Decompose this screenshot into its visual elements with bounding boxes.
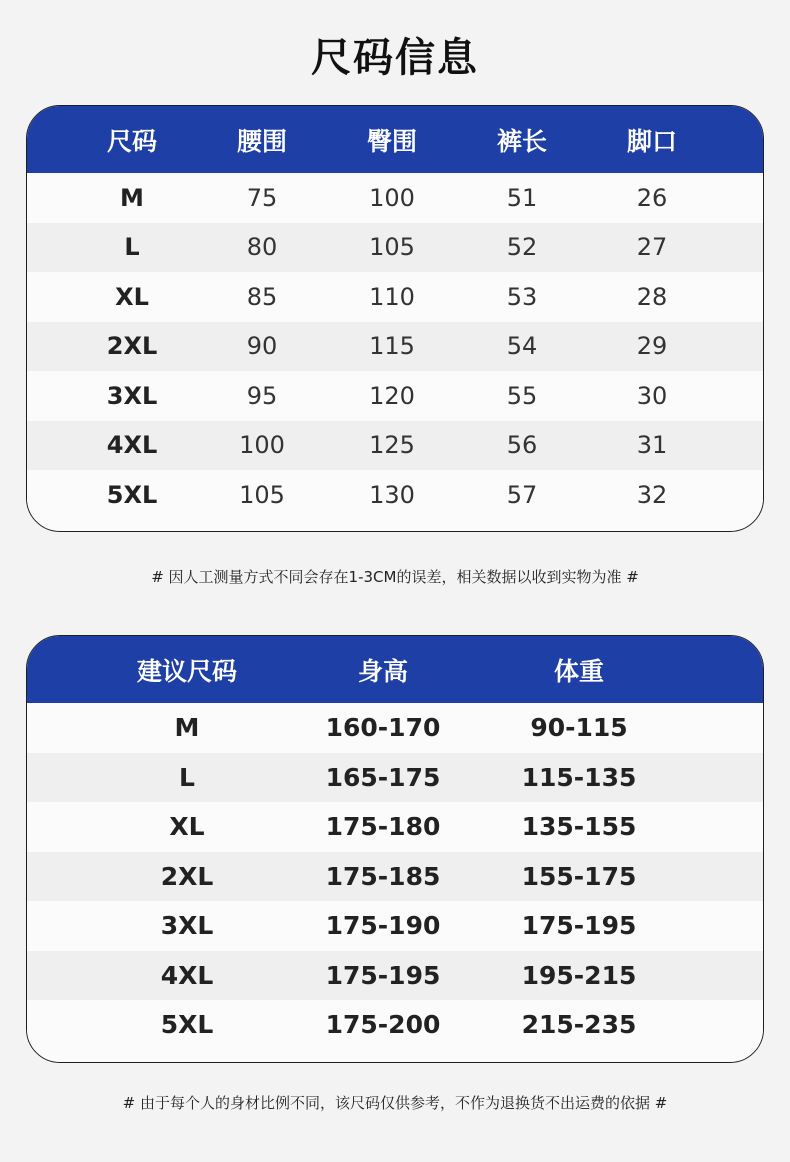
waist-cell: 80 [246,233,278,262]
size-cell: M [174,713,200,743]
weight-cell: 115-135 [521,762,637,792]
table-row [27,470,763,520]
size-cell: 5XL [160,1010,214,1040]
height-cell: 165-175 [325,762,441,792]
weight-cell: 155-175 [521,861,637,891]
hem-cell: 26 [636,183,668,212]
size-cell: 2XL [160,861,214,891]
recommendation-table-body [27,703,763,1050]
size-cell: XL [115,282,149,311]
header-length: 裤长 [496,126,547,156]
height-cell: 175-195 [325,960,441,990]
length-cell: 51 [506,183,538,212]
header-weight: 体重 [553,656,604,686]
waist-cell: 105 [239,480,285,509]
header-hem: 脚口 [626,126,677,156]
weight-cell: 175-195 [521,911,637,941]
height-cell: 175-200 [325,1010,441,1040]
size-cell: 3XL [160,911,214,941]
length-cell: 52 [506,233,538,262]
length-cell: 57 [506,480,538,509]
header-size: 尺码 [106,126,157,156]
size-cell: XL [169,812,205,842]
table-row [27,421,763,471]
height-cell: 175-190 [325,911,441,941]
hip-cell: 110 [369,282,415,311]
table-row [27,901,763,951]
header-hip: 臀围 [366,126,417,156]
table-row [27,951,763,1001]
hem-cell: 27 [636,233,668,262]
table-row [27,703,763,753]
hip-cell: 120 [369,381,415,410]
weight-cell: 195-215 [521,960,637,990]
header-recommended-size: 建议尺码 [136,656,237,686]
length-cell: 53 [506,282,538,311]
size-table-body [27,173,763,520]
hip-cell: 125 [369,431,415,460]
weight-cell: 135-155 [521,812,637,842]
length-cell: 55 [506,381,538,410]
size-table-header [27,106,763,173]
recommendation-table-header [27,636,763,703]
waist-cell: 100 [239,431,285,460]
size-cell: L [124,233,140,262]
hem-cell: 28 [636,282,668,311]
page-title: 尺码信息 [311,35,479,81]
table-row [27,173,763,223]
size-cell: L [179,762,195,792]
table-row [27,852,763,902]
height-cell: 175-180 [325,812,441,842]
table-row [27,223,763,273]
header-waist: 腰围 [236,126,287,156]
table-row [27,272,763,322]
height-cell: 160-170 [325,713,441,743]
size-cell: 2XL [106,332,158,361]
hem-cell: 31 [636,431,668,460]
hem-cell: 30 [636,381,668,410]
hip-cell: 100 [369,183,415,212]
length-cell: 54 [506,332,538,361]
hip-cell: 130 [369,480,415,509]
hip-cell: 105 [369,233,415,262]
table-row [27,1000,763,1050]
size-cell: 4XL [160,960,214,990]
disclaimer-note: # 由于每个人的身材比例不同，该尺码仅供参考，不作为退换货不出运费的依据 # [122,1094,668,1112]
size-cell: 3XL [106,381,158,410]
size-cell: 4XL [106,431,158,460]
waist-cell: 85 [246,282,278,311]
table-row [27,371,763,421]
table-row [27,322,763,372]
header-height: 身高 [357,656,408,686]
table-row [27,802,763,852]
hem-cell: 29 [636,332,668,361]
waist-cell: 95 [246,381,278,410]
size-table [26,105,764,532]
weight-cell: 215-235 [521,1010,637,1040]
height-cell: 175-185 [325,861,441,891]
measurement-note: # 因人工测量方式不同会存在1-3CM的误差，相关数据以收到实物为准 # [151,568,639,586]
table-row [27,753,763,803]
length-cell: 56 [506,431,538,460]
waist-cell: 90 [246,332,278,361]
recommendation-table [26,635,764,1063]
hem-cell: 32 [636,480,668,509]
waist-cell: 75 [246,183,278,212]
hip-cell: 115 [369,332,415,361]
size-cell: 5XL [106,480,158,509]
size-cell: M [120,183,144,212]
weight-cell: 90-115 [530,713,628,743]
